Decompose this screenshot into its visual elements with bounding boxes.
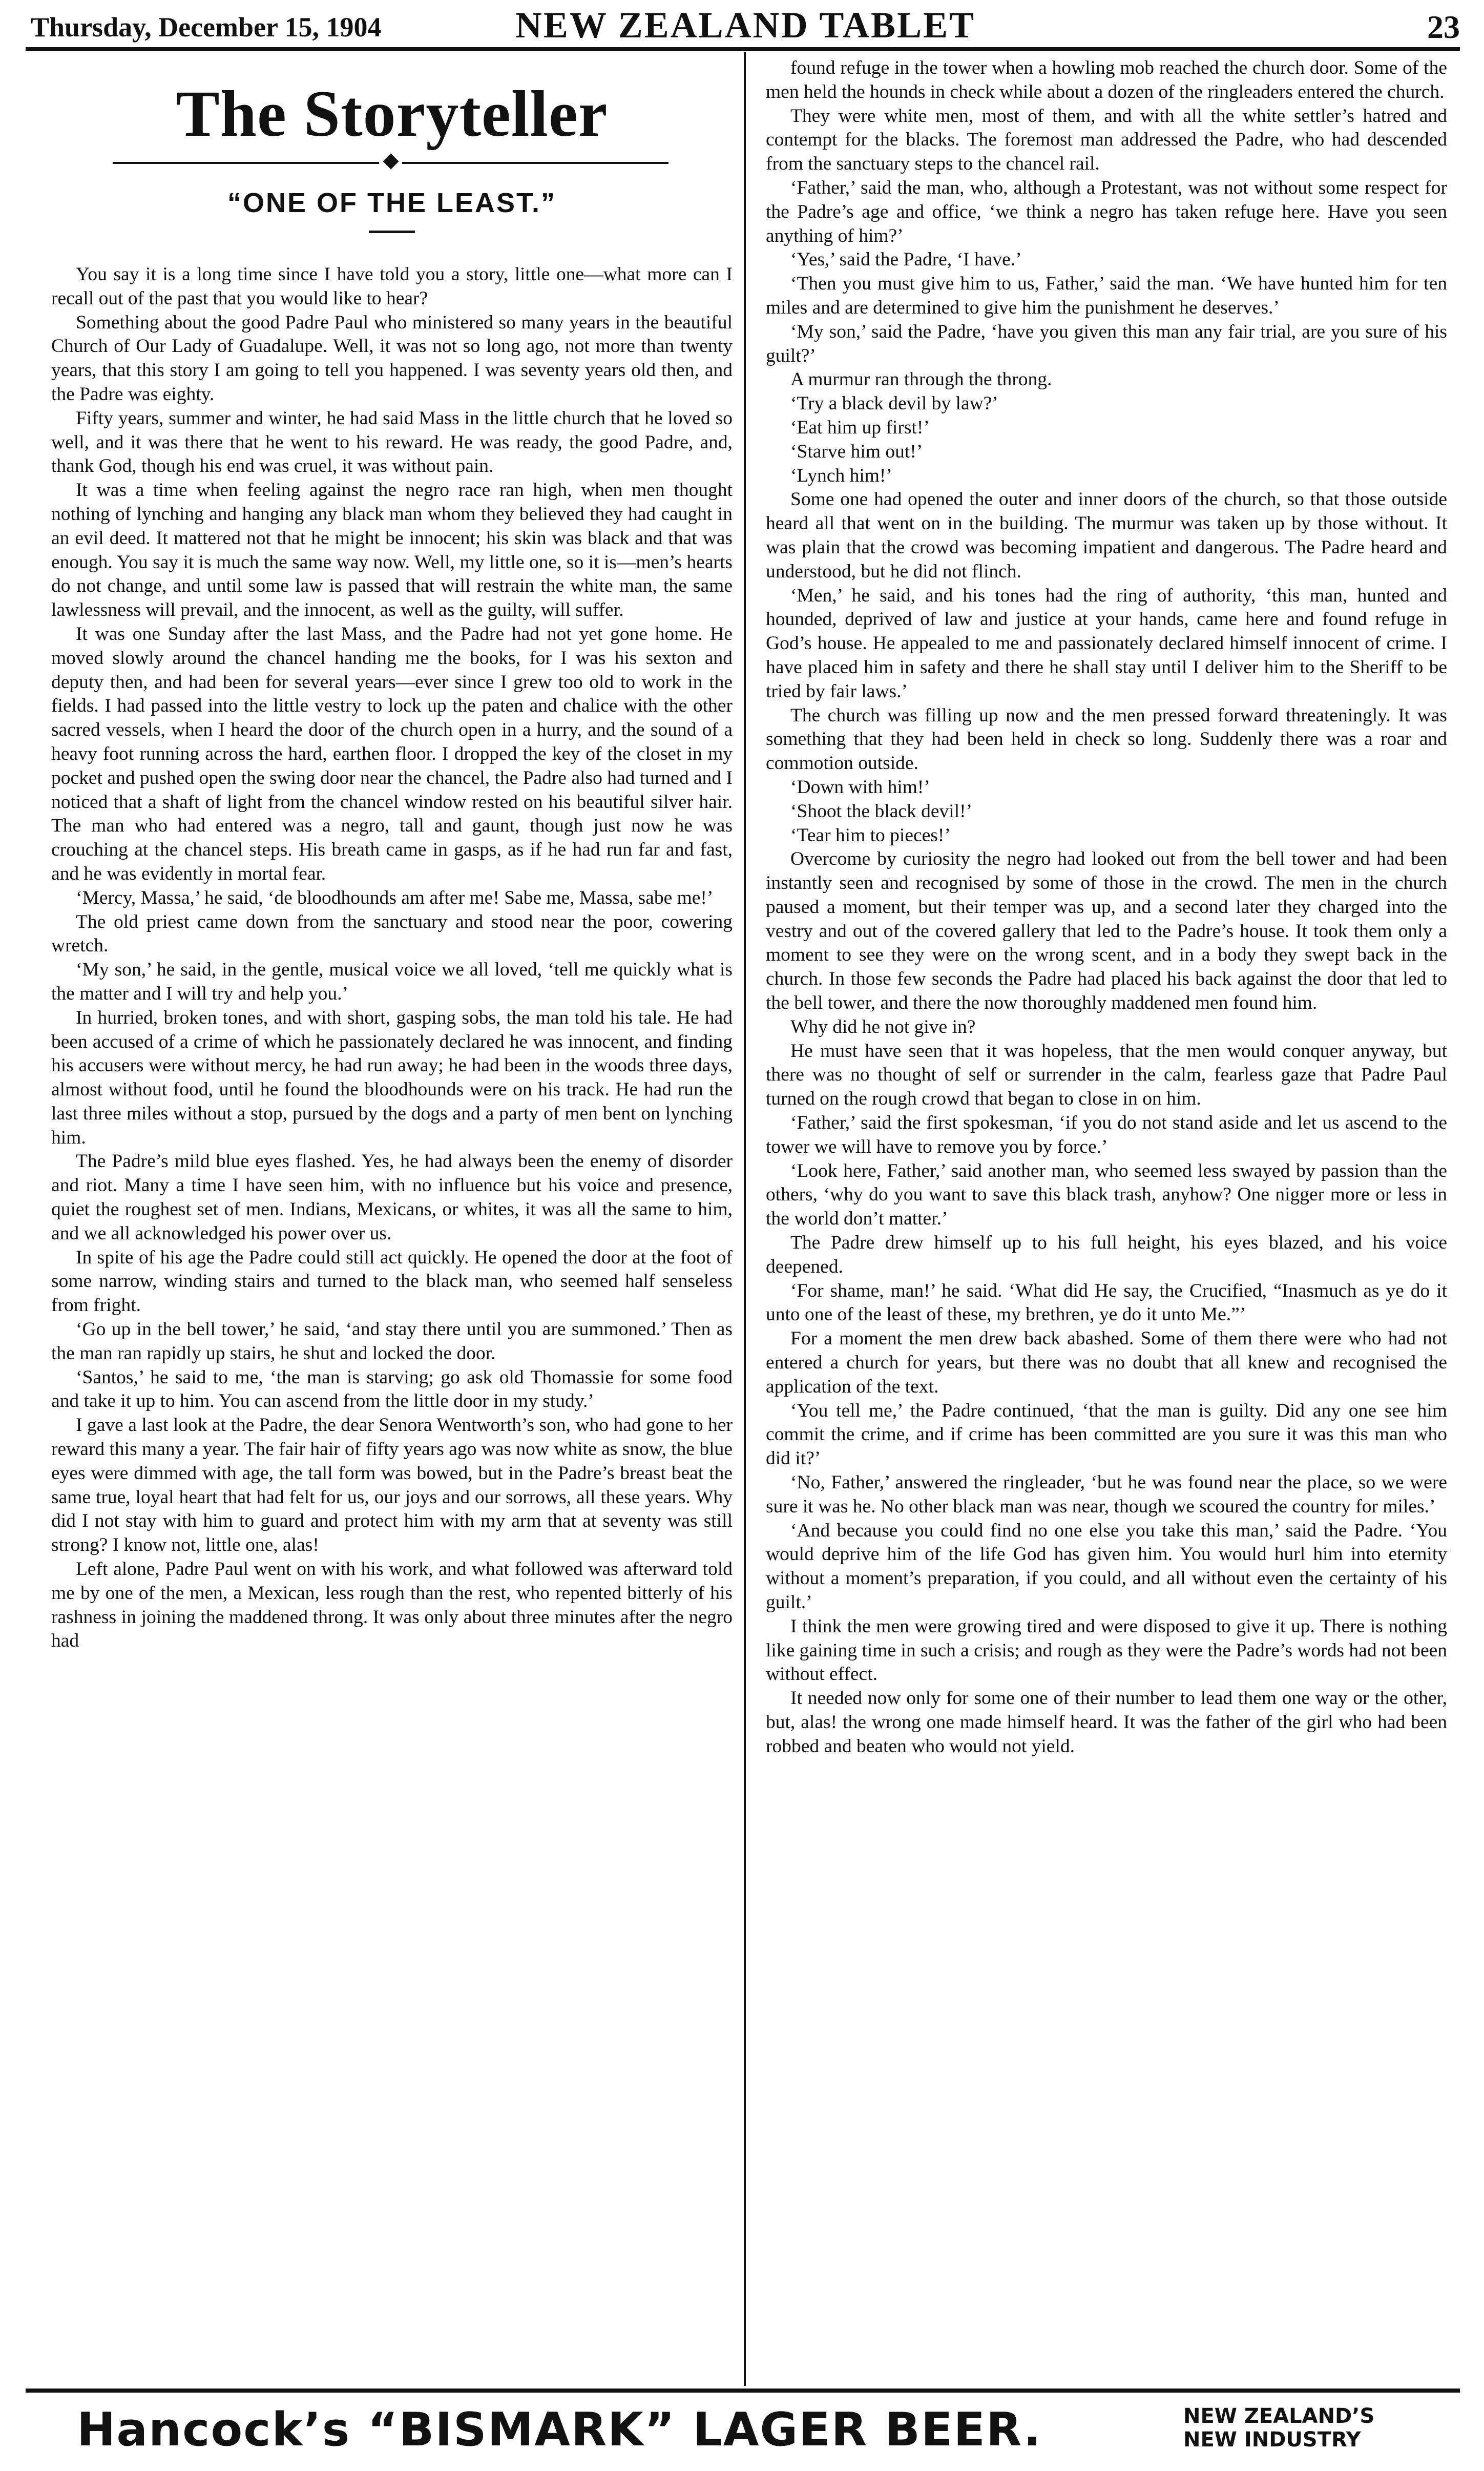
paragraph: ‘My son,’ said the Padre, ‘have you given this man any fair trial, are you sure of his guilt?’ bbox=[766, 321, 1447, 366]
paragraph: ‘You tell me,’ the Padre continued, ‘that the man is guilty. Did any one see him commit the crime, and if crime has been committed are you sure it was this man who did it?’ bbox=[766, 1400, 1447, 1469]
column-divider bbox=[744, 52, 746, 2386]
page-number: 23 bbox=[1427, 9, 1460, 45]
paragraph: It needed now only for some one of their number to lead them one way or the other, but, alas! the wrong one made himself heard. It was the father of the girl who had been robbed and beaten who would not yield. bbox=[766, 1688, 1447, 1757]
paragraph: Left alone, Padre Paul went on with his work, and what followed was afterward told me by one of the men, a Mexican, less rough than the rest, who repented bitterly of his rashness in joining the maddened throng. It was only about three minutes after the negro had bbox=[51, 1559, 733, 1652]
issue-date: Thursday, December 15, 1904 bbox=[31, 12, 382, 43]
paragraph: ‘Try a black devil by law?’ bbox=[790, 393, 998, 414]
paragraph: ‘Look here, Father,’ said another man, who seemed less swayed by passion than the others, ‘why do you want to save this black trash, anyhow? One nigger more or less in the world don’t matter.’ bbox=[766, 1160, 1447, 1230]
paragraph: Fifty years, summer and winter, he had said Mass in the little church that he loved so well, and it was there that he went to his reward. He was ready, the good Padre, and, thank God, though his end was cruel, it was without pain. bbox=[51, 407, 733, 477]
page-header bbox=[31, 4, 1460, 45]
paragraph: ‘Santos,’ he said to me, ‘the man is starving; go ask old Thomassie for some food and take it up to him. You can ascend from the little door in my study.’ bbox=[51, 1366, 733, 1412]
paragraph: For a moment the men drew back abashed. Some of them there were who had not entered a church for years, but there was no doubt that all knew and recognised the application of the text. bbox=[766, 1328, 1447, 1397]
tagline-line-2: NEW INDUSTRY bbox=[1183, 2428, 1361, 2452]
paragraph: ‘Then you must give him to us, Father,’ said the man. ‘We have hunted him for ten miles and are determined to give him the punishment he deserves.’ bbox=[766, 273, 1447, 318]
paragraph: ‘Shoot the black devil!’ bbox=[790, 800, 973, 822]
paragraph: ‘Tear him to pieces!’ bbox=[790, 824, 951, 846]
publication-title: NEW ZEALAND TABLET bbox=[515, 5, 976, 46]
paragraph: ‘Go up in the bell tower,’ he said, ‘and stay there until you are summoned.’ Then as the man ran rapidly up stairs, he shut and locked the door. bbox=[51, 1319, 733, 1364]
paragraph: Why did he not give in? bbox=[790, 1016, 976, 1037]
paragraph: They were white men, most of them, and with all the white settler’s hatred and contempt for the blacks. The foremost man addressed the Padre, who had descended from the sanctuary steps to the chancel rail. bbox=[766, 105, 1447, 175]
paragraph: ‘Starve him out!’ bbox=[790, 441, 923, 462]
paragraph: ‘And because you could find no one else you take this man,’ said the Padre. ‘You would deprive him of the life God has given him. You would hurl him into eternity without a moment’s preparation, if you could, and all without even the certainty of his guilt.’ bbox=[766, 1520, 1447, 1613]
paragraph: found refuge in the tower when a howling mob reached the church door. Some of the men held the hounds in check while about a dozen of the ringleaders entered the church. bbox=[766, 57, 1447, 102]
paragraph: I gave a last look at the Padre, the dear Senora Wentworth’s son, who had gone to her reward this many a year. The fair hair of fifty years ago was now white as snow, the blue eyes were dimmed with age, the tall form was bowed, but in the Padre’s breast beat the same true, loyal heart that had felt for us, our joys and our sorrows, all these years. Why did I not stay with him to guard and protect him with my arm that at seventy was still strong? I know not, little one, alas! bbox=[51, 1415, 733, 1556]
header-rule bbox=[26, 47, 1460, 51]
paragraph: The church was filling up now and the men pressed forward threateningly. It was something that they had been held in check so long. Suddenly there was a roar and commotion outside. bbox=[766, 704, 1447, 774]
paragraph: ‘My son,’ he said, in the gentle, musical voice we all loved, ‘tell me quickly what is the matter and I will try and help you.’ bbox=[51, 959, 733, 1004]
paragraph: ‘Eat him up first!’ bbox=[790, 417, 930, 438]
tagline-line-1: NEW ZEALAND’S bbox=[1183, 2404, 1375, 2428]
paragraph: Some one had opened the outer and inner doors of the church, so that those outside heard all that went on in the building. The murmur was taken up by those without. It was plain that the crowd was becoming impatient and dangerous. The Padre heard and understood, but he did not flinch. bbox=[766, 489, 1447, 582]
subtitle-rule bbox=[369, 231, 415, 233]
paragraph: In hurried, broken tones, and with short, gasping sobs, the man told his tale. He had been accused of a crime of which he passionately declared he was innocent, and finding his accusers were without mercy, he had run away; he had been in the woods three days, almost without food, until he found the bloodhounds were on his track. He had run the last three miles without a stop, pursued by the dogs and a party of men bent on lynching him. bbox=[51, 1007, 733, 1148]
paragraph: The old priest came down from the sanctuary and stood near the poor, cowering wretch. bbox=[51, 911, 733, 957]
paragraph: He must have seen that it was hopeless, that the men would conquer anyway, but there was no thought of self or surrender in the calm, fearless gaze that Padre Paul turned on the rough crowd that began to close in on him. bbox=[766, 1040, 1447, 1110]
paragraph: It was a time when feeling against the negro race ran high, when men thought nothing of lynching and hanging any black man whom they believed they had caught in an evil deed. It mattered not that he might be innocent; his skin was black and that was enough. You say it is much the same way now. Well, my little one, so it is—men’s hearts do not change, and until some law is passed that will restrain the white man, the same lawlessness will prevail, and the innocent, as well as the guilty, will suffer. bbox=[51, 480, 733, 621]
section-title: The Storyteller bbox=[176, 77, 608, 150]
paragraph: ‘Mercy, Massa,’ he said, ‘de bloodhounds am after me! Sabe me, Massa, sabe me!’ bbox=[76, 887, 714, 908]
story-title: “ONE OF THE LEAST.” bbox=[227, 188, 557, 218]
paragraph: You say it is a long time since I have told you a story, little one—what more can I recall out of the past that you would like to hear? bbox=[51, 264, 733, 309]
paragraph: In spite of his age the Padre could still act quickly. He opened the door at the foot of some narrow, winding stairs and turned to the black man, who seemed half senseless from fright. bbox=[51, 1247, 733, 1316]
left-column-text bbox=[51, 263, 733, 1653]
paragraph: ‘Lynch him!’ bbox=[790, 465, 892, 486]
paragraph: ‘Down with him!’ bbox=[790, 776, 930, 798]
footer-rule bbox=[26, 2389, 1460, 2393]
paragraph: The Padre drew himself up to his full height, his eyes blazed, and his voice deepened. bbox=[766, 1232, 1447, 1277]
left-column bbox=[51, 57, 733, 2383]
paragraph: ‘Father,’ said the first spokesman, ‘if you do not stand aside and let us ascend to the tower we will have to remove you by force.’ bbox=[766, 1112, 1447, 1157]
paragraph: ‘Yes,’ said the Padre, ‘I have.’ bbox=[790, 249, 1022, 271]
paragraph: ‘For shame, man!’ he said. ‘What did He say, the Crucified, “Inasmuch as ye do it unto one of the least of these, my brethren, ye do it unto Me.”’ bbox=[766, 1280, 1447, 1325]
paragraph: Overcome by curiosity the negro had looked out from the bell tower and had been instantly seen and recognised by some of those in the crowd. The men in the church paused a moment, but their temper was up, and a second later they charged into the vestry and out of the covered gallery that led to the Padre’s house. It took them only a moment to see they were on the wrong scent, and in a body they swept back in the church. In those few seconds the Padre had placed his back against the door that led to the bell tower, and there the now thoroughly maddened men found him. bbox=[766, 848, 1447, 1014]
paragraph: It was one Sunday after the last Mass, and the Padre had not yet gone home. He moved slowly around the chancel handing me the books, for I was his sexton and deputy then, and had been for several years—ever since I grew too old to work in the fields. I had passed into the little vestry to lock up the paten and chalice with the other sacred vessels, when I heard the door of the church open in a hurry, and the sound of a heavy foot running across the hard, earthen floor. I dropped the key of the closet in my pocket and pushed open the swing door near the chancel, the Padre also had turned and I noticed that a shaft of light from the chancel window rested on his beautiful silver hair. The man who had entered was a negro, tall and gaunt, though just now he was crouching at the chancel steps. His breath came in gasps, as if he had run far and fast, and he was evidently in mortal fear. bbox=[51, 623, 733, 884]
title-ornament bbox=[51, 153, 733, 173]
paragraph: Something about the good Padre Paul who ministered so many years in the beautiful Church of Our Lady of Guadalupe. Well, it was not so long ago, not more than twenty years, that this story I am going to tell you happened. I was seventy years old then, and the Padre was eighty. bbox=[51, 312, 733, 405]
paragraph: I think the men were growing tired and were disposed to give it up. There is nothing like gaining time in such a crisis; and rough as they were the Padre’s words had not been without effect. bbox=[766, 1615, 1447, 1685]
right-column bbox=[766, 56, 1447, 2382]
advertisement-tagline bbox=[1183, 2404, 1374, 2452]
paragraph: ‘Men,’ he said, and his tones had the ring of authority, ‘this man, hunted and hounded, deprived of law and justice at your hands, came here and found refuge in God’s house. He appealed to me and passionately declared himself innocent of crime. I have placed him in safety and there he shall stay until I deliver him to the Sheriff to be tried by fair laws.’ bbox=[766, 585, 1447, 702]
beer-advertisement: Hancock’s “BISMARK” LAGER BEER. bbox=[77, 2403, 1042, 2457]
right-column-text bbox=[766, 56, 1447, 1759]
paragraph: The Padre’s mild blue eyes flashed. Yes, he had always been the enemy of disorder and riot. Many a time I have seen him, with no influence but his voice and presence, quiet the roughest set of men. Indians, Mexicans, or whites, it was all the same to him, and we all acknowledged his power over us. bbox=[51, 1151, 733, 1244]
paragraph: ‘Father,’ said the man, who, although a Protestant, was not without some respect for the Padre’s age and office, ‘we think a negro has taken refuge here. Have you seen anything of him?’ bbox=[766, 177, 1447, 246]
paragraph: ‘No, Father,’ answered the ringleader, ‘but he was found near the place, so we were sure it was he. No other black man was near, though we scoured the country for miles.’ bbox=[766, 1472, 1447, 1517]
paragraph: A murmur ran through the throng. bbox=[790, 369, 1052, 390]
